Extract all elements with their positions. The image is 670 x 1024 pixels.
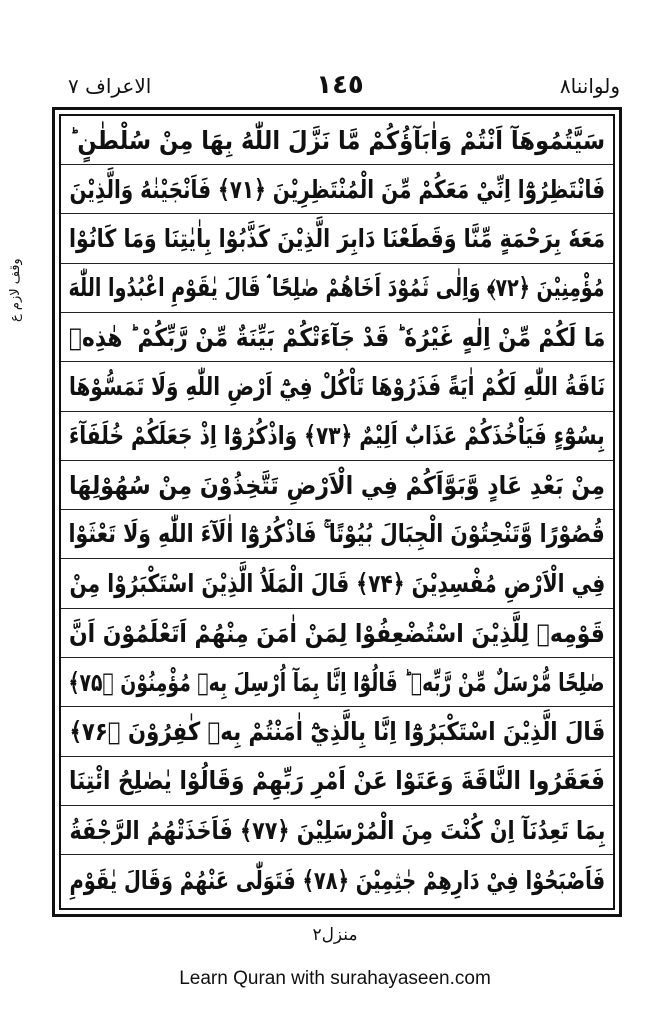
verse-text: قَالَ الَّذِيْنَ اسْتَكْبَرُوْٓا اِنَّا بِالَّذِيْٓ اٰمَنْتُمْ بِهٖ كٰفِرُوْنَ ﴿۷۶﴾ (69, 717, 605, 747)
text-line (61, 165, 613, 214)
margin-note: وقف لازم ع (8, 258, 23, 322)
text-line (61, 757, 613, 806)
verse-text: فَاَصْبَحُوْا فِيْ دَارِهِمْ جٰثِمِيْنَ ﴿۷۸﴾ فَتَوَلّٰى عَنْهُمْ وَقَالَ يٰقَوْمِ (69, 865, 605, 895)
text-line (61, 363, 613, 412)
text-line (61, 461, 613, 510)
page-header (60, 70, 620, 106)
website-credit: Learn Quran with surahayaseen.com (179, 968, 491, 989)
text-line (61, 116, 613, 165)
para-name: ولواننا۸ (559, 74, 620, 98)
verse-text: بِمَا تَعِدُنَآ اِنْ كُنْتَ مِنَ الْمُرْسَلِيْنَ ﴿۷۷﴾ فَاَخَذَتْهُمُ الرَّجْفَةُ (69, 815, 605, 845)
verse-text: مَا لَكُمْ مِّنْ اِلٰهٍ غَيْرُهٗ ؕ قَدْ جَآءَتْكُمْ بَيِّنَةٌ مِّنْ رَّبِّكُمْ ؕ هٰذِهٖ (68, 322, 606, 352)
text-line (61, 215, 613, 264)
verse-text: بِسُوْٓءٍ فَيَاْخُذَكُمْ عَذَابٌ اَلِيْمٌ ﴿۷۳﴾ وَاذْكُرُوْٓا اِذْ جَعَلَكُمْ خُلَفَآءَ (69, 421, 605, 451)
text-line (61, 313, 613, 362)
verse-text: نَاقَةُ اللّٰهِ لَكُمْ اٰيَةً فَذَرُوْهَا تَاْكُلْ فِيْٓ اَرْضِ اللّٰهِ وَلَا تَمَسُّوْهَا (68, 372, 606, 401)
text-line (61, 264, 613, 313)
text-line (61, 708, 613, 757)
text-frame (59, 114, 615, 910)
surah-name: الاعراف ۷ (68, 74, 152, 98)
page-number: ١٤٥ (316, 70, 364, 100)
text-line (61, 609, 613, 658)
text-line (61, 856, 613, 905)
manzil-label: منزل۲ (312, 925, 358, 945)
verse-text: صٰلِحًا مُّرْسَلٌ مِّنْ رَّبِّهٖ ؕ قَالُوْٓا اِنَّا بِمَآ اُرْسِلَ بِهٖ مُؤْمِنُوْنَ ﴿۷۵﴾ (68, 667, 606, 697)
verse-text: مُؤْمِنِيْنَ ﴿۷۲﴾ وَاِلٰى ثَمُوْدَ اَخَاهُمْ صٰلِحًا ۘ قَالَ يٰقَوْمِ اعْبُدُوا اللّٰهَ (68, 272, 606, 302)
verse-text: مِنْ بَعْدِ عَادٍ وَّبَوَّاَكُمْ فِي الْاَرْضِ تَتَّخِذُوْنَ مِنْ سُهُوْلِهَا (69, 470, 605, 500)
verse-text: فَانْتَظِرُوْٓا اِنِّيْ مَعَكُمْ مِّنَ الْمُنْتَظِرِيْنَ ﴿۷۱﴾ فَاَنْجَيْنٰهُ وَالَّذِيْنَ (69, 174, 605, 204)
text-line (61, 412, 613, 461)
text-line (61, 510, 613, 559)
verse-text: مَعَهٗ بِرَحْمَةٍ مِّنَّا وَقَطَعْنَا دَابِرَ الَّذِيْنَ كَذَّبُوْا بِاٰيٰتِنَا وَمَا كَانُوْا (68, 224, 606, 254)
verse-text: سَيَّتُمُوهَآ اَنْتُمْ وَاٰبَآؤُكُمْ مَّا نَزَّلَ اللّٰهُ بِهَا مِنْ سُلْطٰنٍ ؕ (69, 125, 605, 155)
verse-text: قُصُوْرًا وَّتَنْحِتُوْنَ الْجِبَالَ بُيُوْتًا ۚ فَاذْكُرُوْٓا اٰلَآءَ اللّٰهِ وَلَا تَعْثَوْا (68, 519, 606, 549)
text-line (61, 658, 613, 707)
verse-text: فَعَقَرُوا النَّاقَةَ وَعَتَوْا عَنْ اَمْرِ رَبِّهِمْ وَقَالُوْا يٰصٰلِحُ ائْتِنَا (69, 766, 605, 796)
verse-text: فِي الْاَرْضِ مُفْسِدِيْنَ ﴿۷۴﴾ قَالَ الْمَلَاُ الَّذِيْنَ اسْتَكْبَرُوْا مِنْ (69, 569, 605, 599)
text-line (61, 560, 613, 609)
verse-text: قَوْمِهٖ لِلَّذِيْنَ اسْتُضْعِفُوْا لِمَنْ اٰمَنَ مِنْهُمْ اَتَعْلَمُوْنَ اَنَّ (69, 618, 605, 648)
text-line (61, 806, 613, 855)
text-frame-outer (52, 107, 622, 917)
